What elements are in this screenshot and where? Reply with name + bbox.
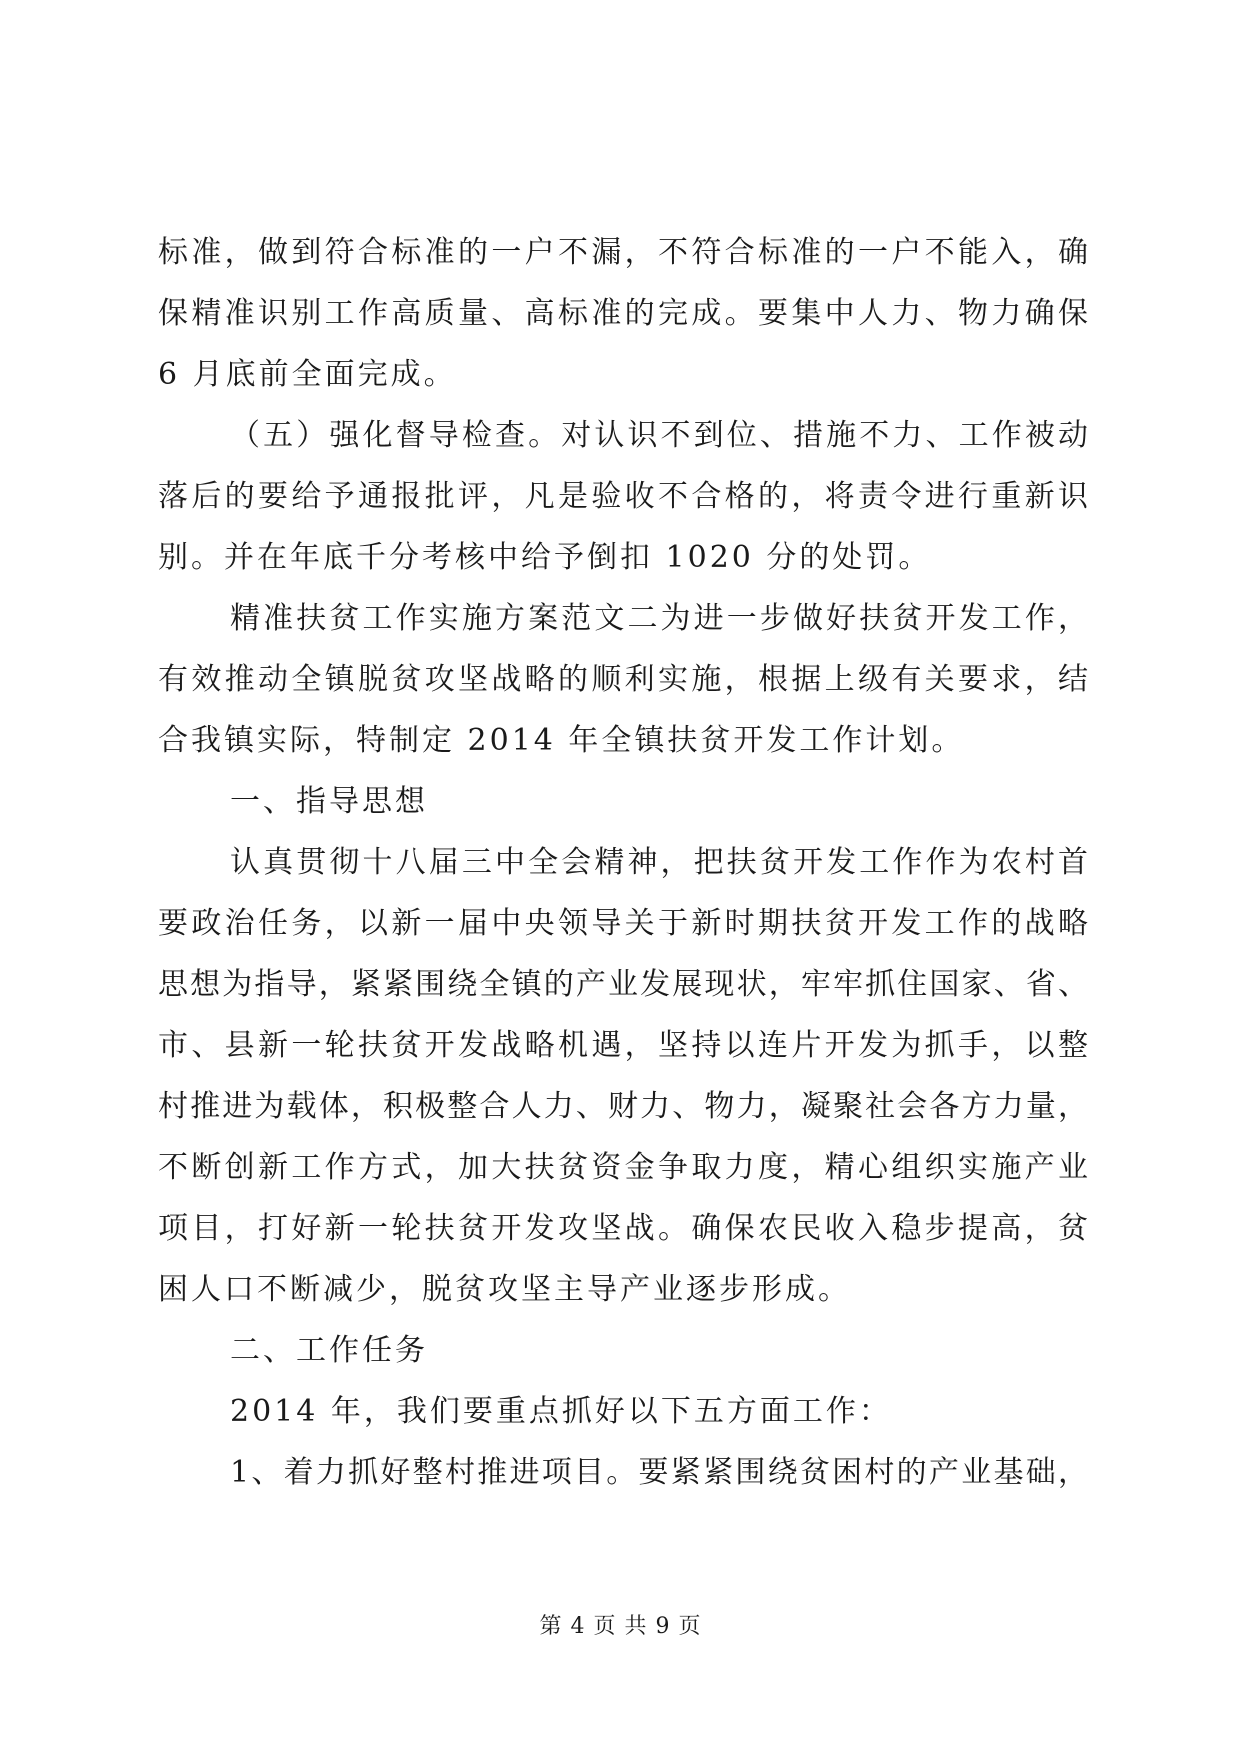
text-line: 标准，做到符合标准的一户不漏，不符合标准的一户不能入，确 — [158, 235, 1088, 270]
section-heading: 一、指导思想 — [230, 784, 428, 819]
text-line: （五）强化督导检查。对认识不到位、措施不力、工作被动 — [230, 418, 1088, 453]
page-footer: 第 4 页 共 9 页 — [539, 1614, 702, 1639]
text-line: 落后的要给予通报批评，凡是验收不合格的，将责令进行重新识 — [158, 479, 1088, 514]
text-line: 思想为指导，紧紧围绕全镇的产业发展现状，牢牢抓住国家、省、 — [158, 967, 1088, 1002]
text-line: 要政治任务，以新一届中央领导关于新时期扶贫开发工作的战略 — [158, 906, 1088, 941]
section-heading: 二、工作任务 — [230, 1333, 428, 1368]
text-line: 有效推动全镇脱贫攻坚战略的顺利实施，根据上级有关要求，结 — [158, 662, 1088, 697]
text-line: 村推进为载体，积极整合人力、财力、物力，凝聚社会各方力量， — [158, 1089, 1088, 1124]
text-line: 别。并在年底千分考核中给予倒扣 1020 分的处罚。 — [158, 540, 932, 575]
text-line: 困人口不断减少，脱贫攻坚主导产业逐步形成。 — [158, 1272, 851, 1307]
text-line: 精准扶贫工作实施方案范文二为进一步做好扶贫开发工作， — [230, 601, 1088, 636]
text-line: 保精准识别工作高质量、高标准的完成。要集中人力、物力确保 — [158, 296, 1088, 331]
text-line: 6 月底前全面完成。 — [158, 357, 457, 392]
text-line: 2014 年，我们要重点抓好以下五方面工作： — [230, 1394, 892, 1429]
text-line: 不断创新工作方式，加大扶贫资金争取力度，精心组织实施产业 — [158, 1150, 1088, 1185]
text-line: 市、县新一轮扶贫开发战略机遇，坚持以连片开发为抓手，以整 — [158, 1028, 1088, 1063]
text-line: 认真贯彻十八届三中全会精神，把扶贫开发工作作为农村首 — [230, 845, 1088, 880]
text-line: 1、着力抓好整村推进项目。要紧紧围绕贫困村的产业基础， — [230, 1455, 1088, 1490]
text-line: 合我镇实际，特制定 2014 年全镇扶贫开发工作计划。 — [158, 723, 965, 758]
text-line: 项目，打好新一轮扶贫开发攻坚战。确保农民收入稳步提高，贫 — [158, 1211, 1088, 1246]
